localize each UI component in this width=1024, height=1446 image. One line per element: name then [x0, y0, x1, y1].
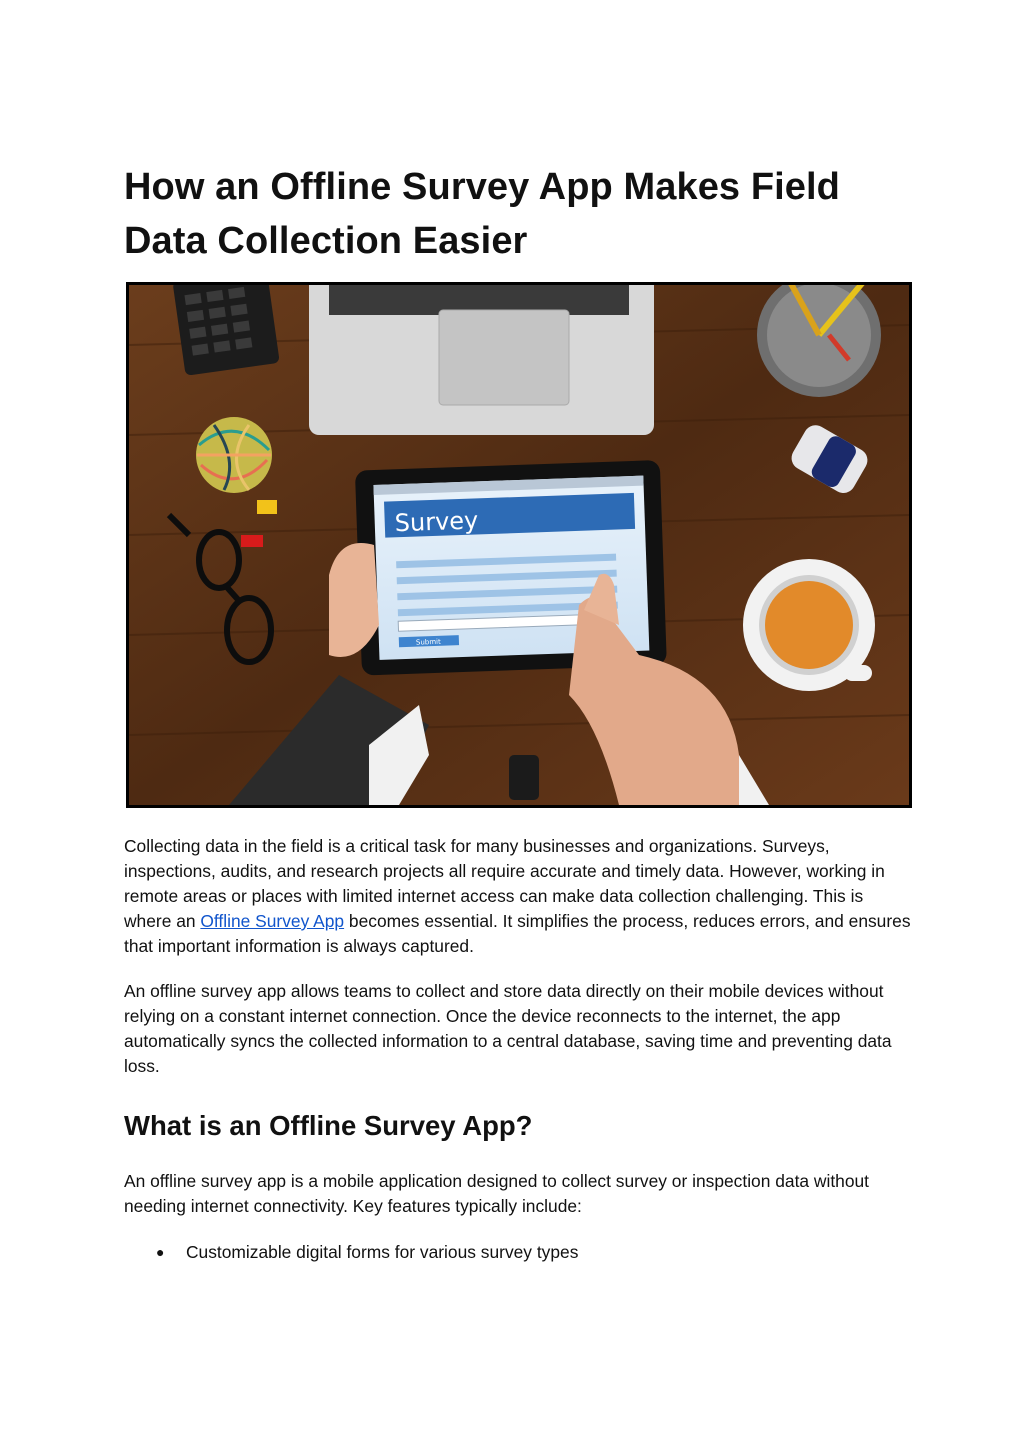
coffee-cup — [743, 559, 875, 691]
list-item — [124, 1240, 914, 1265]
intro-paragraph — [124, 834, 914, 959]
rubber-band-ball — [196, 417, 272, 493]
hero-image — [126, 282, 912, 808]
section-heading: What is an Offline Survey App? — [124, 1110, 533, 1141]
list-item-text: Customizable digital forms for various survey types — [186, 1242, 579, 1262]
calculator — [172, 285, 279, 376]
screen-submit-button: Submit — [415, 637, 441, 647]
offline-survey-app-link[interactable]: Offline Survey App — [200, 911, 345, 931]
definition-paragraph: An offline survey app is a mobile application designed to collect survey or inspection data without needing internet connectivity. Key features typically include: — [124, 1171, 870, 1216]
intro-text-end: becomes essential. It simplifies the process, reduces errors, and ensures that important information is always captured. — [124, 911, 911, 956]
overview-paragraph: An offline survey app allows teams to collect and store data directly on their mobile devices without relying on a constant internet connection. Once the device reconnects to the internet, the app automatically syncs the collected information to a central database, saving time and preventing data loss. — [124, 981, 892, 1076]
laptop — [309, 285, 654, 435]
bullet-icon: ● — [156, 1244, 165, 1260]
hero-illustration — [129, 285, 909, 805]
feature-list — [124, 1240, 914, 1265]
page-title: How an Offline Survey App Makes Field Data Collection Easier — [124, 166, 840, 262]
screen-survey-heading: Survey — [394, 506, 479, 538]
intro-text-start: Collecting data in the field is a critical task for many businesses and organizations. Surveys, inspections, audits, and research projects all require accurate and timely data. However, working in remote areas or places with limited internet access can make data collection challenging. This is where an — [124, 836, 885, 931]
